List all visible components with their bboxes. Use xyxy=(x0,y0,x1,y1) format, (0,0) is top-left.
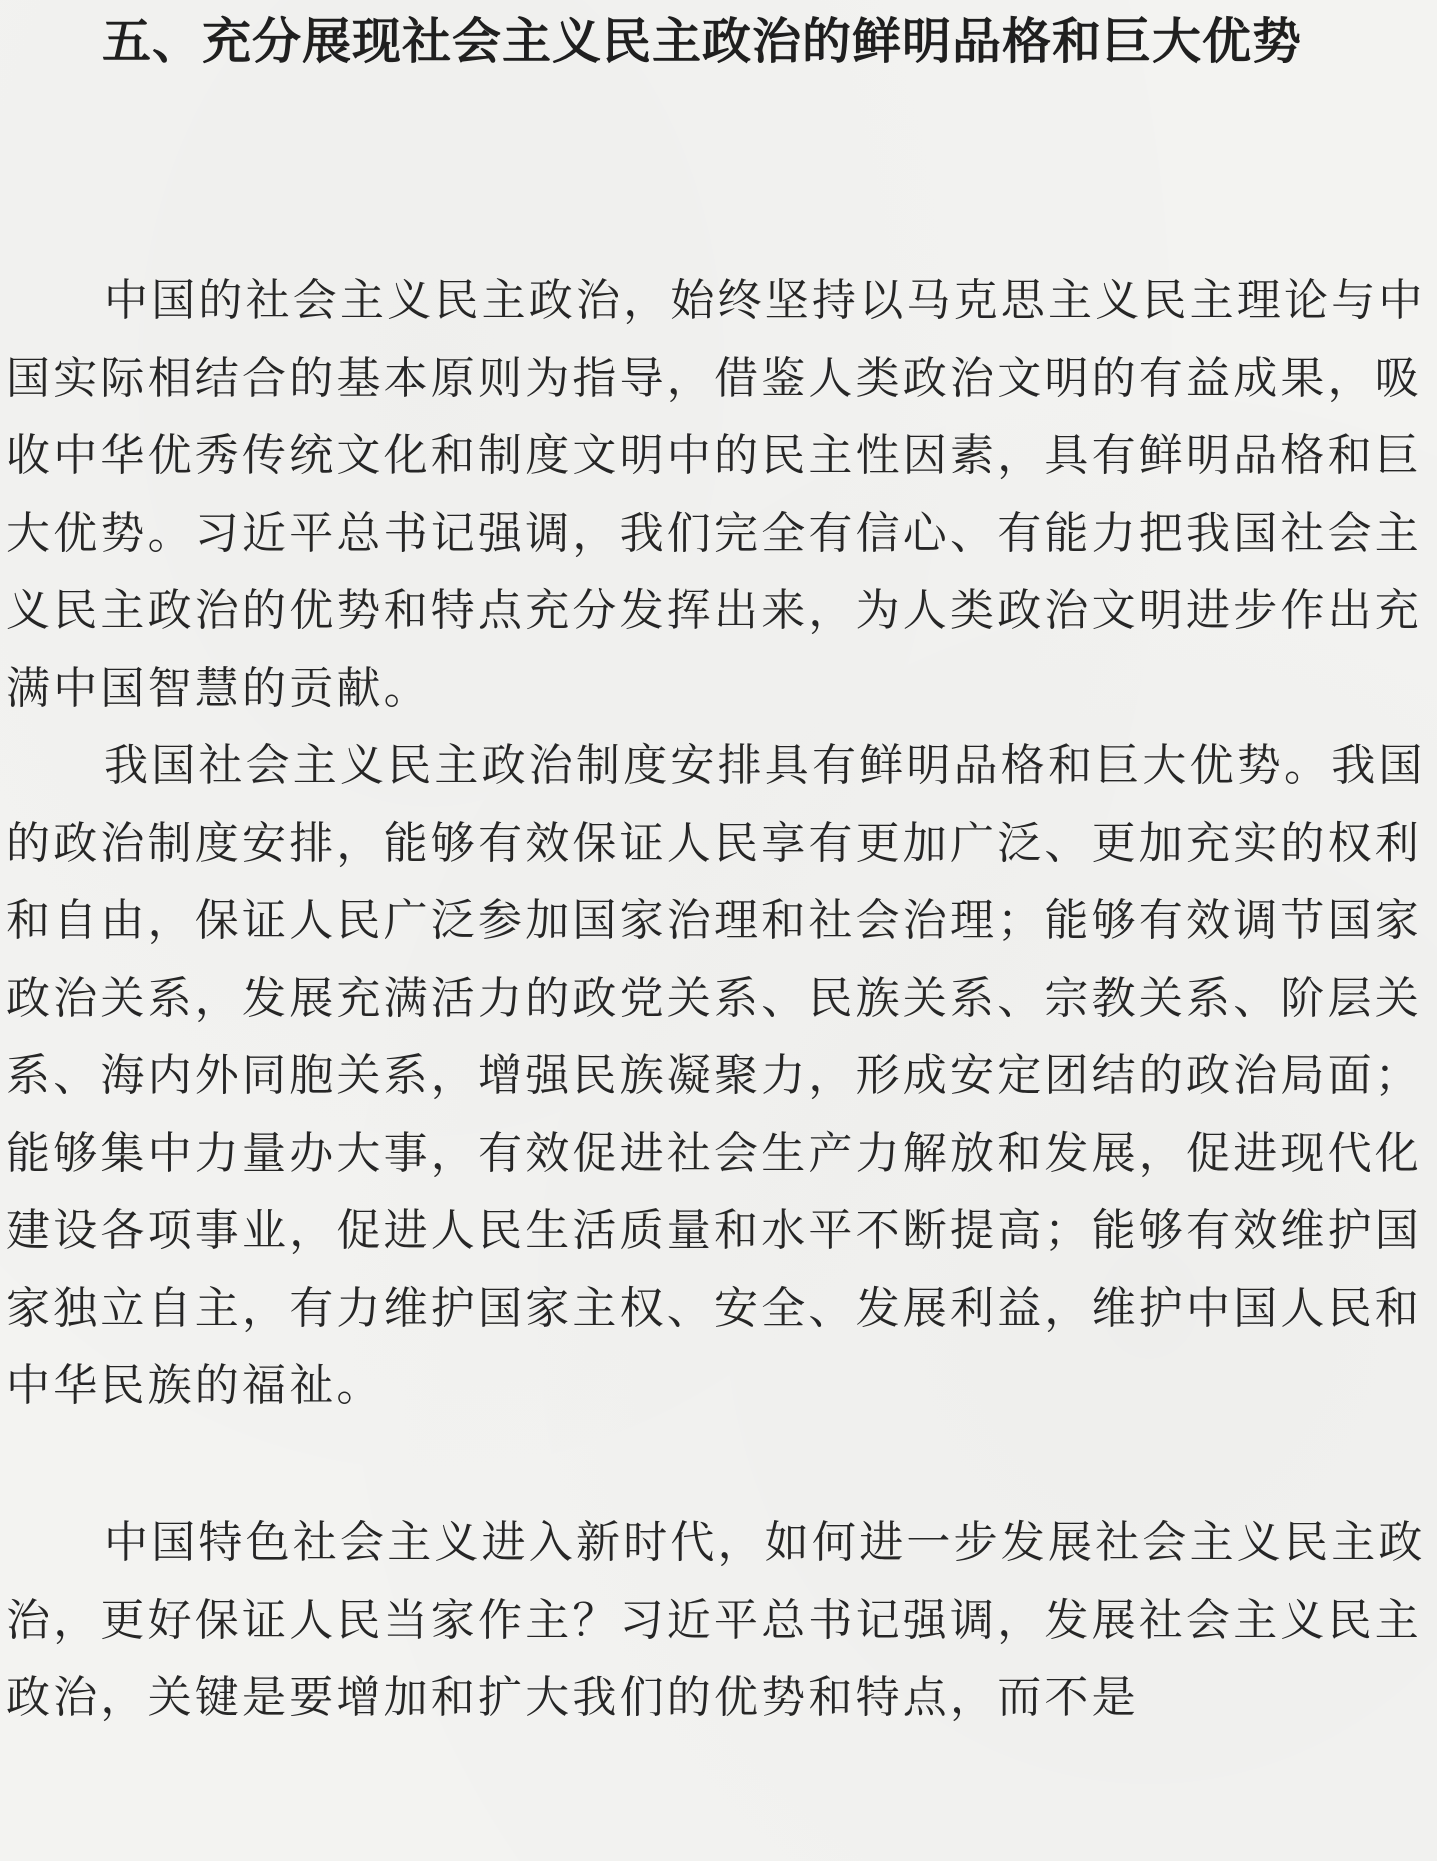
paragraph: 中国的社会主义民主政治，始终坚持以马克思主义民主理论与中国实际相结合的基本原则为指导，借鉴人类政治文明的有益成果，吸收中华优秀传统文化和制度文明中的民主性因素，具有鲜明品格和巨大优势。习近平总书记强调，我们完全有信心、有能力把我国社会主义民主政治的优势和特点充分发挥出来，为人类政治文明进步作出充满中国智慧的贡献。 xyxy=(6,275,1426,714)
section-heading: 五、充分展现社会主义民主政治的鲜明品格和巨大优势 xyxy=(102,13,1303,70)
paragraph-2-block xyxy=(6,727,1431,1425)
paragraph-3-block xyxy=(6,1504,1431,1737)
paragraph: 中国特色社会主义进入新时代，如何进一步发展社会主义民主政治，更好保证人民当家作主？习近平总书记强调，发展社会主义民主政治，关键是要增加和扩大我们的优势和特点，而不是 xyxy=(6,1517,1426,1723)
paragraph: 我国社会主义民主政治制度安排具有鲜明品格和巨大优势。我国的政治制度安排，能够有效保证人民享有更加广泛、更加充实的权利和自由，保证人民广泛参加国家治理和社会治理；能够有效调节国家政治关系，发展充满活力的政党关系、民族关系、宗教关系、阶层关系、海内外同胞关系，增强民族凝聚力，形成安定团结的政治局面；能够集中力量办大事，有效促进社会生产力解放和发展，促进现代化建设各项事业，促进人民生活质量和水平不断提高；能够有效维护国家独立自主，有力维护国家主权、安全、发展利益，维护中国人民和中华民族的福祉。 xyxy=(6,740,1426,1411)
paragraph-1-block xyxy=(6,262,1431,727)
